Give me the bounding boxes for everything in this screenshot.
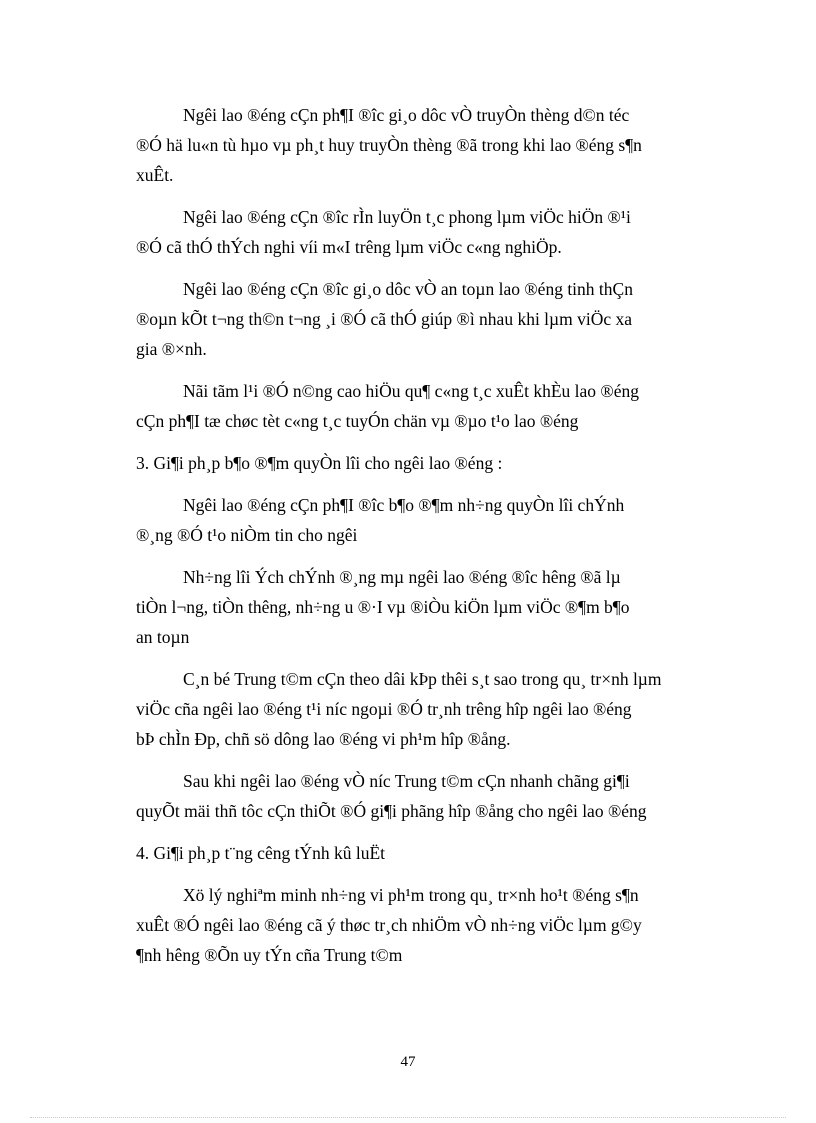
page-bottom-divider [30,1117,786,1118]
paragraph-work-style: Ngêi lao ®éng cÇn ®îc rÌn luyÖn t¸c phong lµm viÖc hiÖn ®¹i ®Ó cã thÓ thÝch nghi víi m«I trêng lµm viÖc c«ng nghiÖp. [136,207,631,257]
paragraph-monitoring: C¸n bé Trung t©m cÇn theo dâi kÞp thêi s¸t sao trong qu¸ tr×nh lµm viÖc cña ngêi lao ®éng t¹i níc ngoµi ®Ó tr¸nh trêng hîp ngêi lao ®éng bÞ chÌn Ðp, chñ sö dông lao ®éng vi ph¹m hîp ®ång. [136,669,662,749]
paragraph-safety: Ngêi lao ®éng cÇn ®îc gi¸o dôc vÒ an toµn lao ®éng tinh thÇn ®oµn kÕt t¬ng th©n t¬ng ¸i ®Ó cã thÓ giúp ®ì nhau khi lµm viÖc xa gia ®×nh. [136,279,633,359]
paragraph-benefits: Nh÷ng lîi Ých chÝnh ®¸ng mµ ngêi lao ®éng ®îc hêng ®ã lµ tiÒn l¬ng, tiÒn thêng, nh÷ng u ®·I vµ ®iÒu kiÖn lµm viÖc ®¶m b¶o an toµn [136,567,630,647]
paragraph-summary: Nãi tãm l¹i ®Ó n©ng cao hiÖu qu¶ c«ng t¸c xuÊt khÈu lao ®éng cÇn ph¶I tæ chøc tèt c«ng t¸c tuyÓn chän vµ ®µo t¹o lao ®éng [136,381,639,431]
page-body [136,100,692,982]
paragraph-training-tradition: Ngêi lao ®éng cÇn ph¶I ®îc gi¸o dôc vÒ truyÒn thèng d©n téc ®Ó hä lu«n tù hµo vµ ph¸t huy truyÒn thèng ®ã trong khi lao ®éng s¶n xuÊt. [136,105,642,185]
paragraph-discipline: Xö lý nghiªm minh nh÷ng vi ph¹m trong qu¸ tr×nh ho¹t ®éng s¶n xuÊt ®Ó ngêi lao ®éng cã ý thøc tr¸ch nhiÖm vÒ nh÷ng viÖc lµm g©y ¶nh hêng ®Õn uy tÝn cña Trung t©m [136,885,642,965]
section-heading-3: 3. Gi¶i ph¸p b¶o ®¶m quyÒn lîi cho ngêi lao ®éng : [136,453,503,473]
section-heading-4: 4. Gi¶i ph¸p t¨ng cêng tÝnh kû luËt [136,843,386,863]
page-number: 47 [400,1054,416,1070]
paragraph-rights: Ngêi lao ®éng cÇn ph¶I ®îc b¶o ®¶m nh÷ng quyÒn lîi chÝnh ®¸ng ®Ó t¹o niÒm tin cho ngêi [136,495,625,545]
paragraph-return: Sau khi ngêi lao ®éng vÒ níc Trung t©m cÇn nhanh chãng gi¶i quyÕt mäi thñ tôc cÇn thiÕt ®Ó gi¶i phãng hîp ®ång cho ngêi lao ®éng [136,771,647,821]
